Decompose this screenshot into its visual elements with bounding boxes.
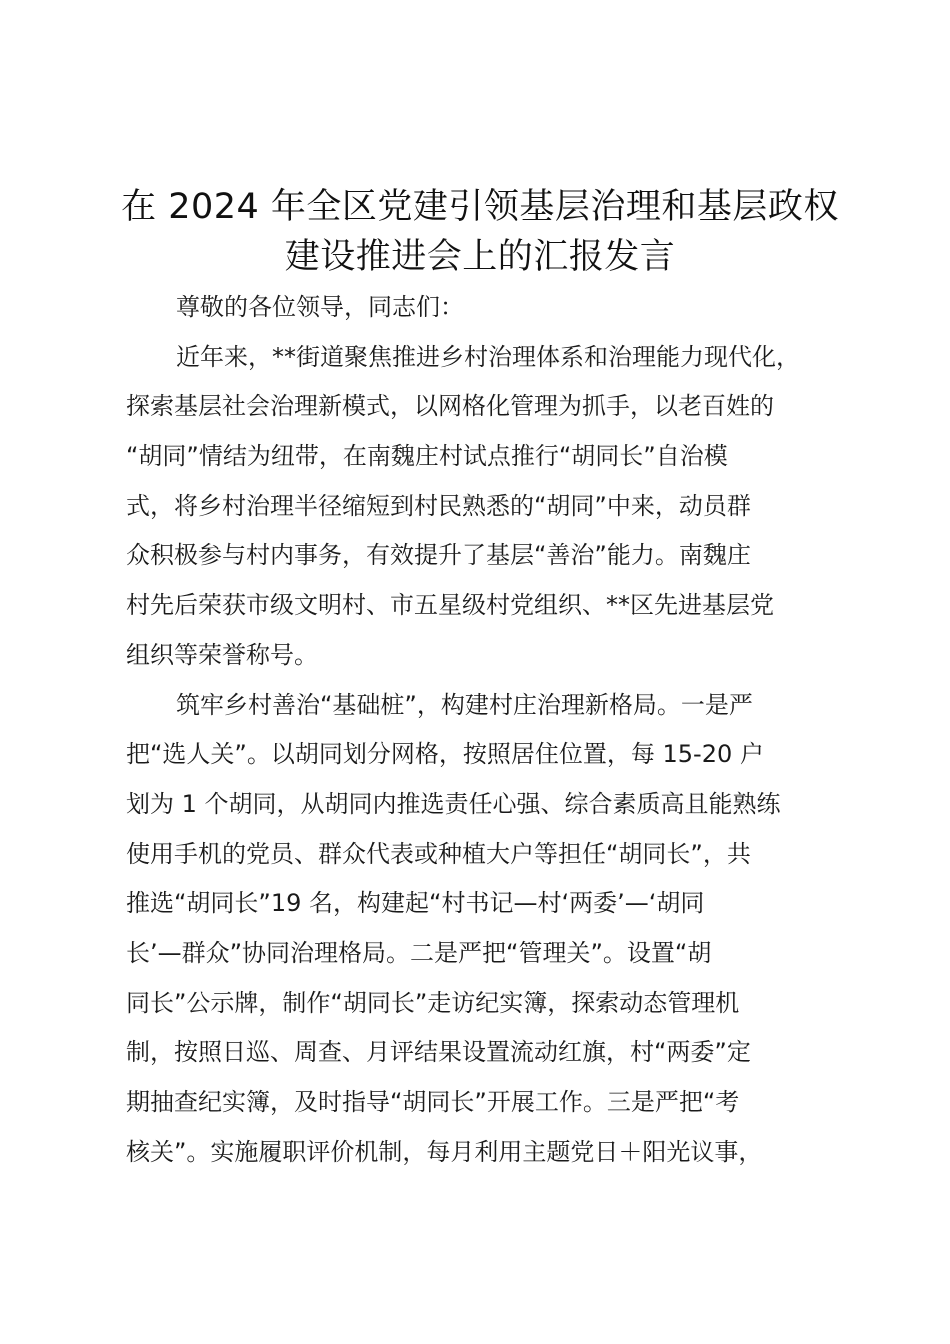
paragraph-2-line: 筑牢乡村善治“基础桩”，构建村庄治理新格局。一是严 (176, 690, 753, 719)
document-body (126, 283, 846, 1177)
paragraph-2-line: 制，按照日巡、周查、月评结果设置流动红旗，村“两委”定 (126, 1038, 751, 1067)
title-line-1: 在 2024 年全区党建引领基层治理和基层政权 (121, 187, 839, 227)
paragraph-2-line: 使用手机的党员、群众代表或种植大户等担任“胡同长”，共 (126, 839, 751, 868)
paragraph-2-line: 期抽查纪实簿，及时指导“胡同长”开展工作。三是严把“考 (126, 1088, 740, 1116)
paragraph-1-line: 众积极参与村内事务，有效提升了基层“善治”能力。南魏庄 (126, 541, 751, 570)
paragraph-1-line: 近年来，**街道聚焦推进乡村治理体系和治理能力现代化， (176, 342, 800, 371)
paragraph-2-line: 同长”公示牌，制作“胡同长”走访纪实簿，探索动态管理机 (126, 988, 740, 1017)
paragraph-1-line: 组织等荣誉称号。 (126, 640, 318, 669)
document-title (100, 182, 860, 282)
paragraph-1-line: “胡同”情结为纽带，在南魏庄村试点推行“胡同长”自治模 (126, 442, 728, 471)
paragraph-1-line: 村先后荣获市级文明村、市五星级村党组织、**区先进基层党 (126, 591, 774, 620)
paragraph-2-line: 把“选人关”。以胡同划分网格，按照居住位置，每 15-20 户 (126, 740, 764, 769)
title-line-2: 建设推进会上的汇报发言 (284, 237, 676, 277)
paragraph-2-line: 核关”。实施履职评价机制，每月利用主题党日＋阳光议事， (126, 1137, 763, 1166)
paragraph-1-line: 式，将乡村治理半径缩短到村民熟悉的“胡同”中来，动员群 (126, 491, 751, 520)
paragraph-1-line: 探索基层社会治理新模式，以网格化管理为抓手，以老百姓的 (126, 392, 774, 421)
paragraph-2-line: 推选“胡同长”19 名，构建起“村书记—村‘两委’—‘胡同 (126, 889, 705, 918)
paragraph-2-line: 划为 1 个胡同，从胡同内推选责任心强、综合素质高且能熟练 (126, 789, 781, 818)
paragraph-2-line: 长’—群众”协同治理格局。二是严把“管理关”。设置“胡 (126, 938, 712, 967)
salutation: 尊敬的各位领导，同志们： (176, 293, 464, 321)
